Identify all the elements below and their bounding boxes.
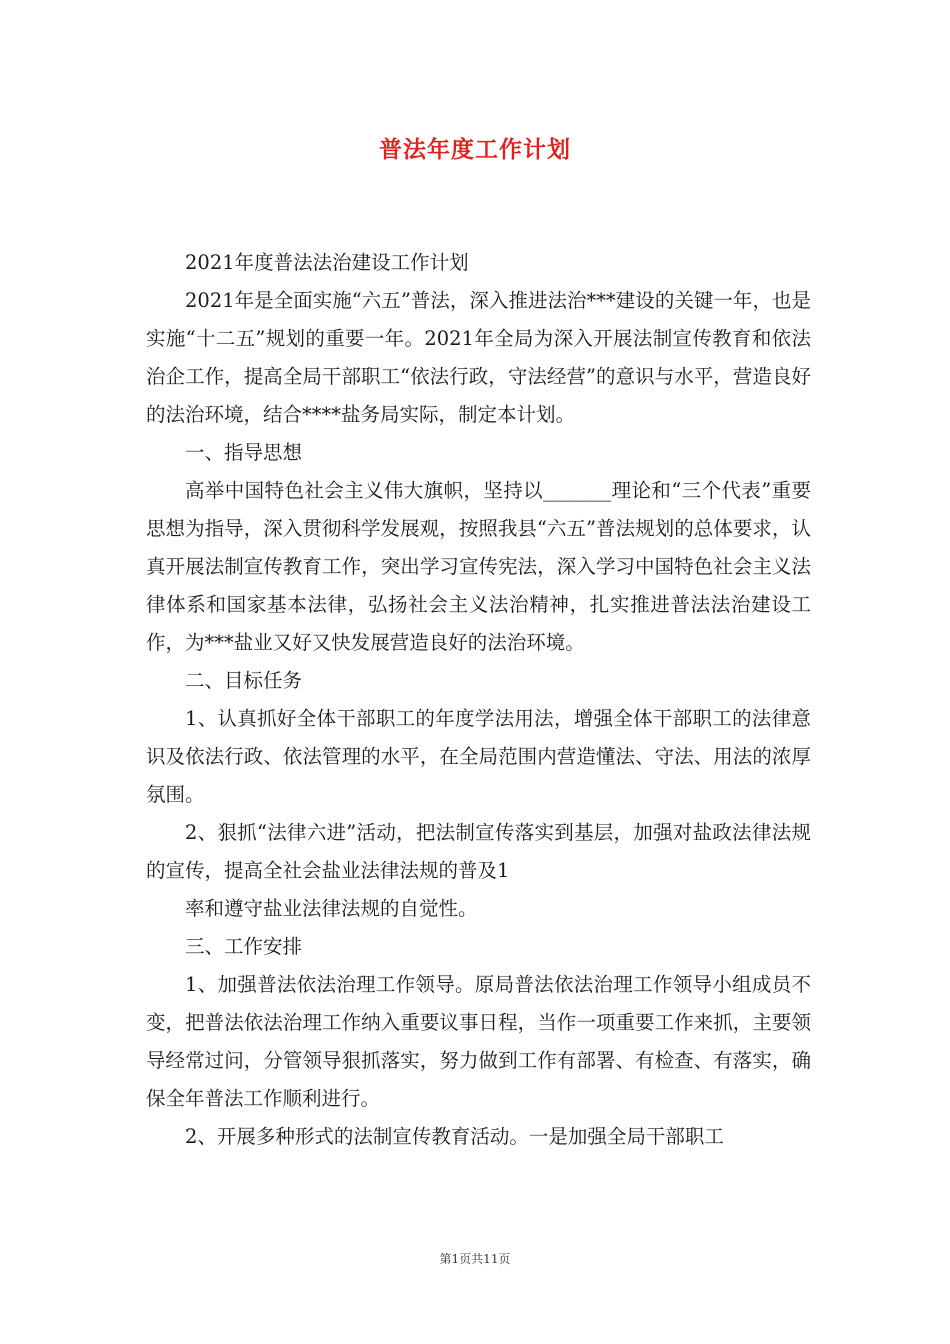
guiding-ideology-paragraph: 高举中国特色社会主义伟大旗帜，坚持以_______理论和“三个代表”重要思想为指导，深入贯彻科学发展观，按照我县“六五”普法规划的总体要求，认真开展法制宣传教育工作，突出学习宣传宪法，深入学习中国特色社会主义法律体系和国家基本法律，弘扬社会主义法治精神，扎实推进普法法治建设工作，为***盐业又好又快发展营造良好的法治环境。 <box>146 479 811 654</box>
arrangement-paragraph-1: 1、加强普法依法治理工作领导。原局普法依法治理工作领导小组成员不变，把普法依法治理工作纳入重要议事日程，当作一项重要工作来抓，主要领导经常过问，分管领导狠抓落实，努力做到工作有部署、有检查、有落实，确保全年普法工作顺利进行。 <box>146 973 811 1110</box>
intro-paragraph: 2021年是全面实施“六五”普法，深入推进法治***建设的关键一年，也是实施“十二五”规划的重要一年。2021年全局为深入开展法制宣传教育和依法治企工作，提高全局干部职工“依法行政，守法经营”的意识与水平，营造良好的法治环境，结合****盐务局实际，制定本计划。 <box>146 289 811 426</box>
objective-paragraph-1: 1、认真抓好全体干部职工的年度学法用法，增强全体干部职工的法律意识及依法行政、依法管理的水平，在全局范围内营造懂法、守法、用法的浓厚氛围。 <box>146 707 811 806</box>
objective-paragraph-2: 2、狠抓“法律六进”活动，把法制宣传落实到基层，加强对盐政法律法规的宣传，提高全社会盐业法律法规的普及1 <box>146 821 811 882</box>
arrangement-paragraph-2: 2、开展多种形式的法制宣传教育活动。一是加强全局干部职工 <box>185 1125 724 1148</box>
objective-paragraph-2-continued: 率和遵守盐业法律法规的自觉性。 <box>185 897 478 920</box>
section-heading-guiding-ideology: 一、指导思想 <box>185 441 303 464</box>
section-heading-objectives: 二、目标任务 <box>185 669 303 692</box>
document-body <box>146 244 811 1156</box>
subtitle-paragraph: 2021年度普法法治建设工作计划 <box>185 251 469 274</box>
document-title: 普法年度工作计划 <box>379 136 571 163</box>
page-number-footer: 第1页共11页 <box>439 1252 511 1266</box>
section-heading-work-arrangement: 三、工作安排 <box>185 935 303 958</box>
